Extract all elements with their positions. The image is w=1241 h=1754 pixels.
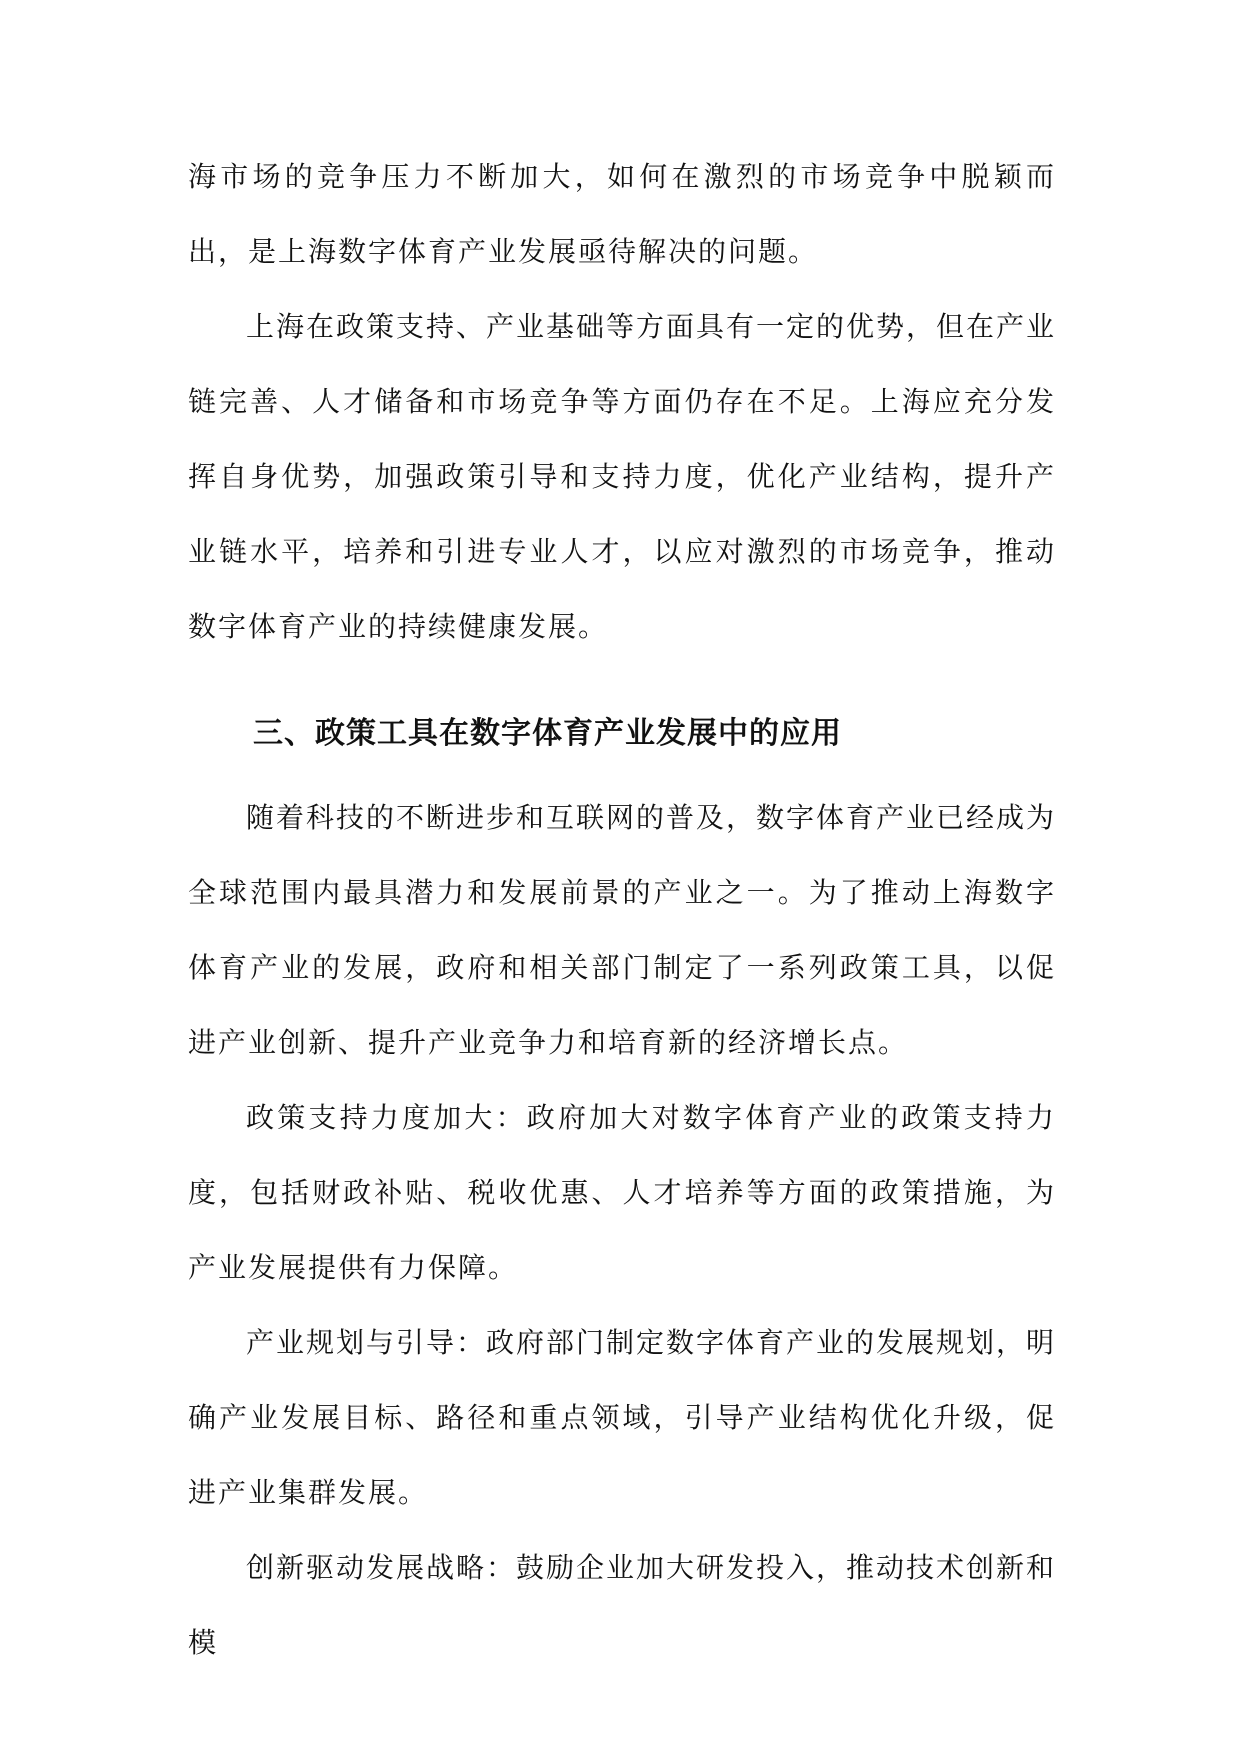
- paragraph-innovation-strategy: 创新驱动发展战略：鼓励企业加大研发投入，推动技术创新和模: [188, 1551, 1057, 1659]
- paragraph-continuation: 海市场的竞争压力不断加大，如何在激烈的市场竞争中脱颖而出，是上海数字体育产业发展亟待解决的问题。: [188, 160, 1056, 268]
- paragraph-policy-support: 政策支持力度加大：政府加大对数字体育产业的政策支持力度，包括财政补贴、税收优惠、人才培养等方面的政策措施，为产业发展提供有力保障。: [188, 1101, 1056, 1284]
- paragraph-shanghai-summary: 上海在政策支持、产业基础等方面具有一定的优势，但在产业链完善、人才储备和市场竞争等方面仍存在不足。上海应充分发挥自身优势，加强政策引导和支持力度，优化产业结构，提升产业链水平，培养和引进专业人才，以应对激烈的市场竞争，推动数字体育产业的持续健康发展。: [188, 310, 1057, 643]
- section-heading: 三、政策工具在数字体育产业发展中的应用: [253, 716, 842, 751]
- paragraph-intro: 随着科技的不断进步和互联网的普及，数字体育产业已经成为全球范围内最具潜力和发展前景的产业之一。为了推动上海数字体育产业的发展，政府和相关部门制定了一系列政策工具，以促进产业创新、提升产业竞争力和培育新的经济增长点。: [188, 801, 1057, 1059]
- document-body: [188, 139, 1056, 1680]
- paragraph-industry-planning: 产业规划与引导：政府部门制定数字体育产业的发展规划，明确产业发展目标、路径和重点领域，引导产业结构优化升级，促进产业集群发展。: [188, 1326, 1057, 1509]
